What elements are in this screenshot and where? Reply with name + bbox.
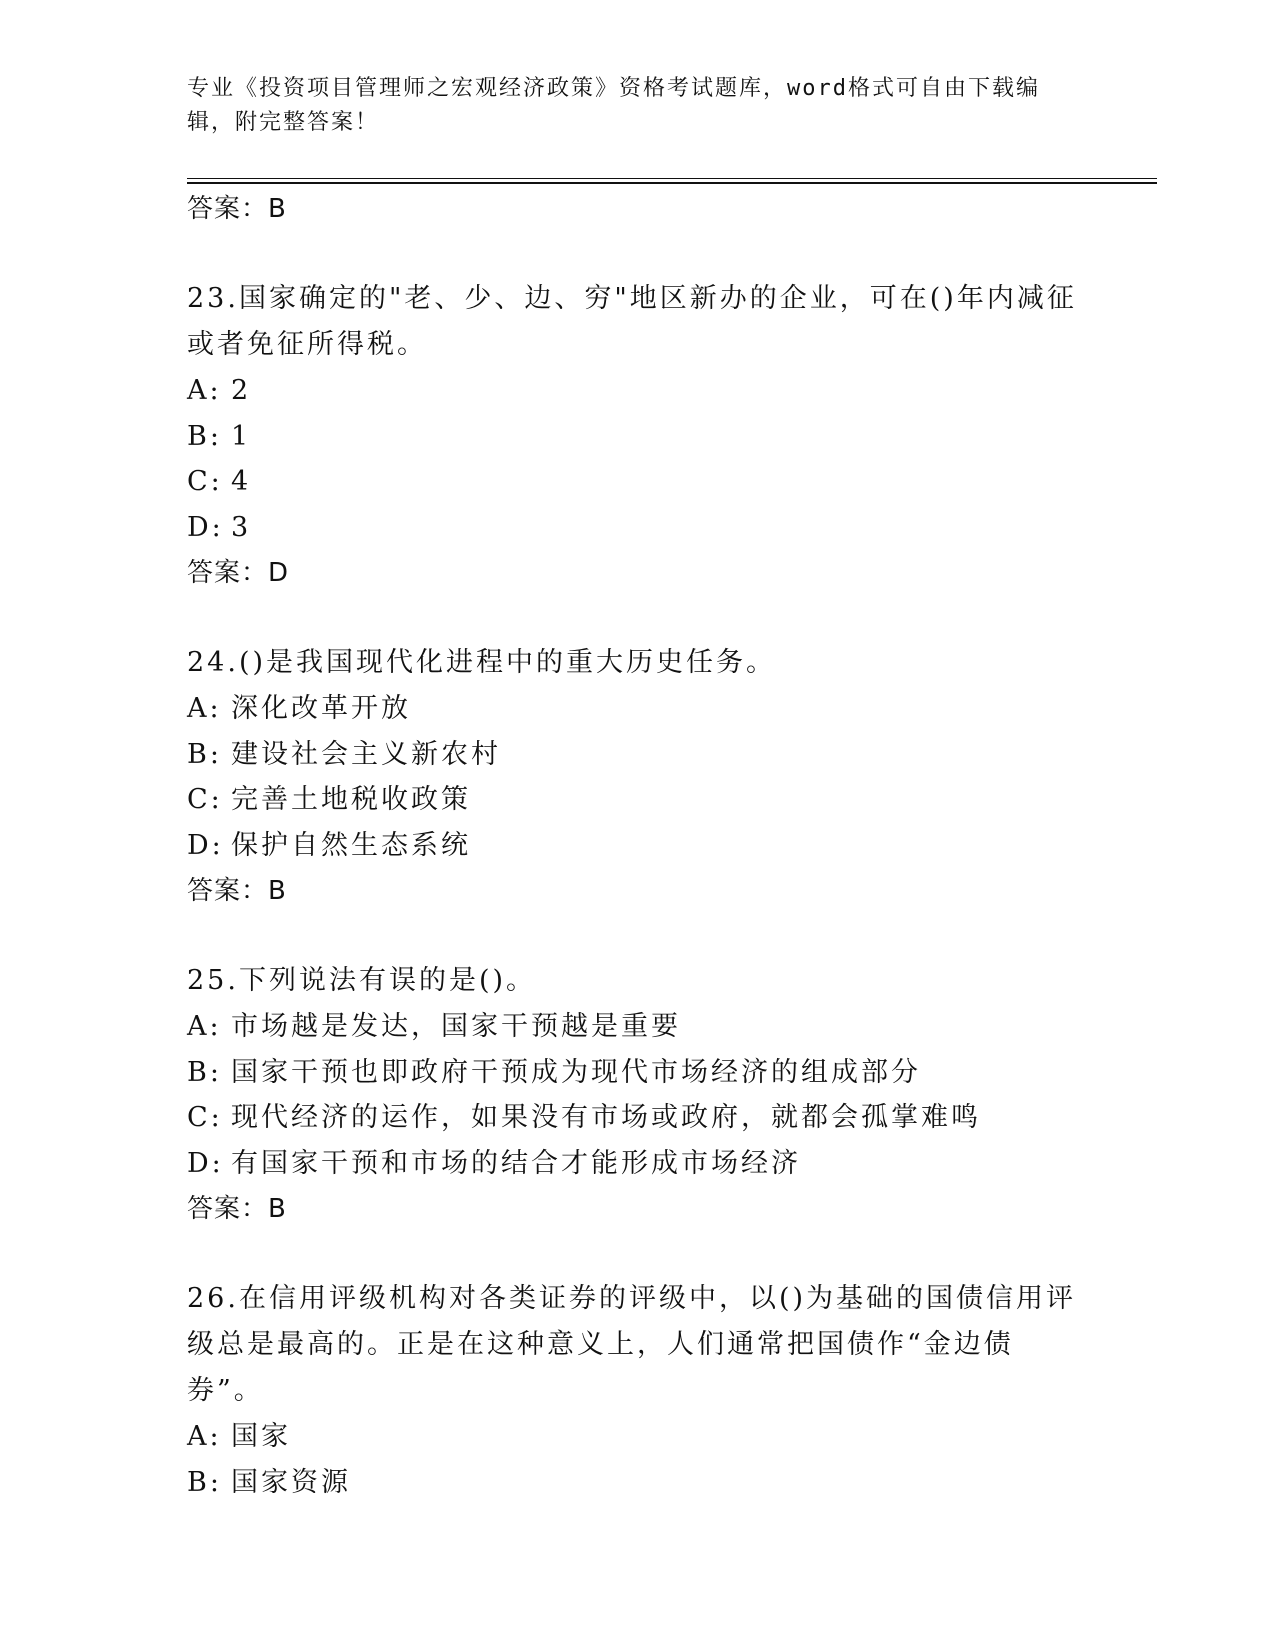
- header-divider-thin: [187, 178, 1157, 179]
- question-stem: 26.在信用评级机构对各类证券的评级中，以()为基础的国债信用评级总是最高的。正是在这种意义上，人们通常把国债作“金边债券”。: [187, 1283, 1077, 1406]
- option-letter: B:: [187, 738, 222, 770]
- answer-line: 答案：B: [187, 1194, 287, 1224]
- header-text: 专业《投资项目管理师之宏观经济政策》资格考试题库，word格式可自由下载编辑，附完整答案！: [187, 76, 1040, 135]
- option-letter: A:: [187, 375, 222, 406]
- option-b: [187, 1050, 1087, 1096]
- option-letter: C:: [187, 466, 223, 497]
- option-text: 2: [231, 375, 252, 406]
- option-text: 1: [231, 420, 252, 452]
- answer-line: 答案：D: [187, 558, 290, 588]
- option-text: 3: [231, 511, 252, 543]
- option-text: 保护自然生态系统: [231, 829, 471, 861]
- option-letter: D:: [187, 1147, 224, 1179]
- question-25: [187, 958, 1087, 1232]
- option-text: 现代经济的运作，如果没有市场或政府，就都会孤掌难鸣: [231, 1102, 981, 1133]
- question-26: [187, 1276, 1087, 1505]
- option-letter: A:: [187, 1011, 222, 1042]
- option-d: [187, 505, 1087, 551]
- option-c: [187, 459, 1087, 505]
- option-text: 市场越是发达，国家干预越是重要: [231, 1011, 681, 1042]
- question-23: [187, 276, 1087, 596]
- page-header: [187, 72, 1067, 140]
- question-stem: 23.国家确定的"老、少、边、穷"地区新办的企业，可在()年内减征或者免征所得税。: [187, 283, 1077, 360]
- answer-line: 答案：B: [187, 876, 287, 906]
- option-text: 深化改革开放: [231, 693, 411, 724]
- option-letter: B:: [187, 1056, 222, 1088]
- option-text: 4: [231, 466, 252, 497]
- option-a: [187, 1414, 1087, 1460]
- option-letter: B:: [187, 420, 222, 452]
- option-c: [187, 1095, 1087, 1141]
- option-letter: C:: [187, 1102, 223, 1133]
- option-c: [187, 777, 1087, 823]
- option-a: [187, 368, 1087, 414]
- option-text: 国家干预也即政府干预成为现代市场经济的组成部分: [231, 1056, 921, 1088]
- option-a: [187, 1004, 1087, 1050]
- option-text: 国家资源: [231, 1466, 351, 1498]
- question-stem: 25.下列说法有误的是()。: [187, 965, 537, 996]
- option-text: 完善土地税收政策: [231, 784, 471, 815]
- option-b: [187, 732, 1087, 778]
- option-letter: A:: [187, 693, 222, 724]
- option-text: 国家: [231, 1421, 291, 1452]
- option-letter: B:: [187, 1466, 222, 1498]
- option-letter: D:: [187, 511, 224, 543]
- question-list: [187, 186, 1087, 1505]
- question-stem: 24.()是我国现代化进程中的重大历史任务。: [187, 647, 777, 678]
- option-b: [187, 414, 1087, 460]
- answer-line-22: 答案：B: [187, 194, 287, 224]
- option-b: [187, 1460, 1087, 1506]
- option-letter: C:: [187, 784, 223, 815]
- option-letter: A:: [187, 1421, 222, 1452]
- header-divider-thick: [187, 182, 1157, 184]
- option-d: [187, 823, 1087, 869]
- option-text: 有国家干预和市场的结合才能形成市场经济: [231, 1147, 801, 1179]
- option-d: [187, 1141, 1087, 1187]
- option-a: [187, 686, 1087, 732]
- option-letter: D:: [187, 829, 224, 861]
- question-24: [187, 640, 1087, 914]
- option-text: 建设社会主义新农村: [231, 738, 501, 770]
